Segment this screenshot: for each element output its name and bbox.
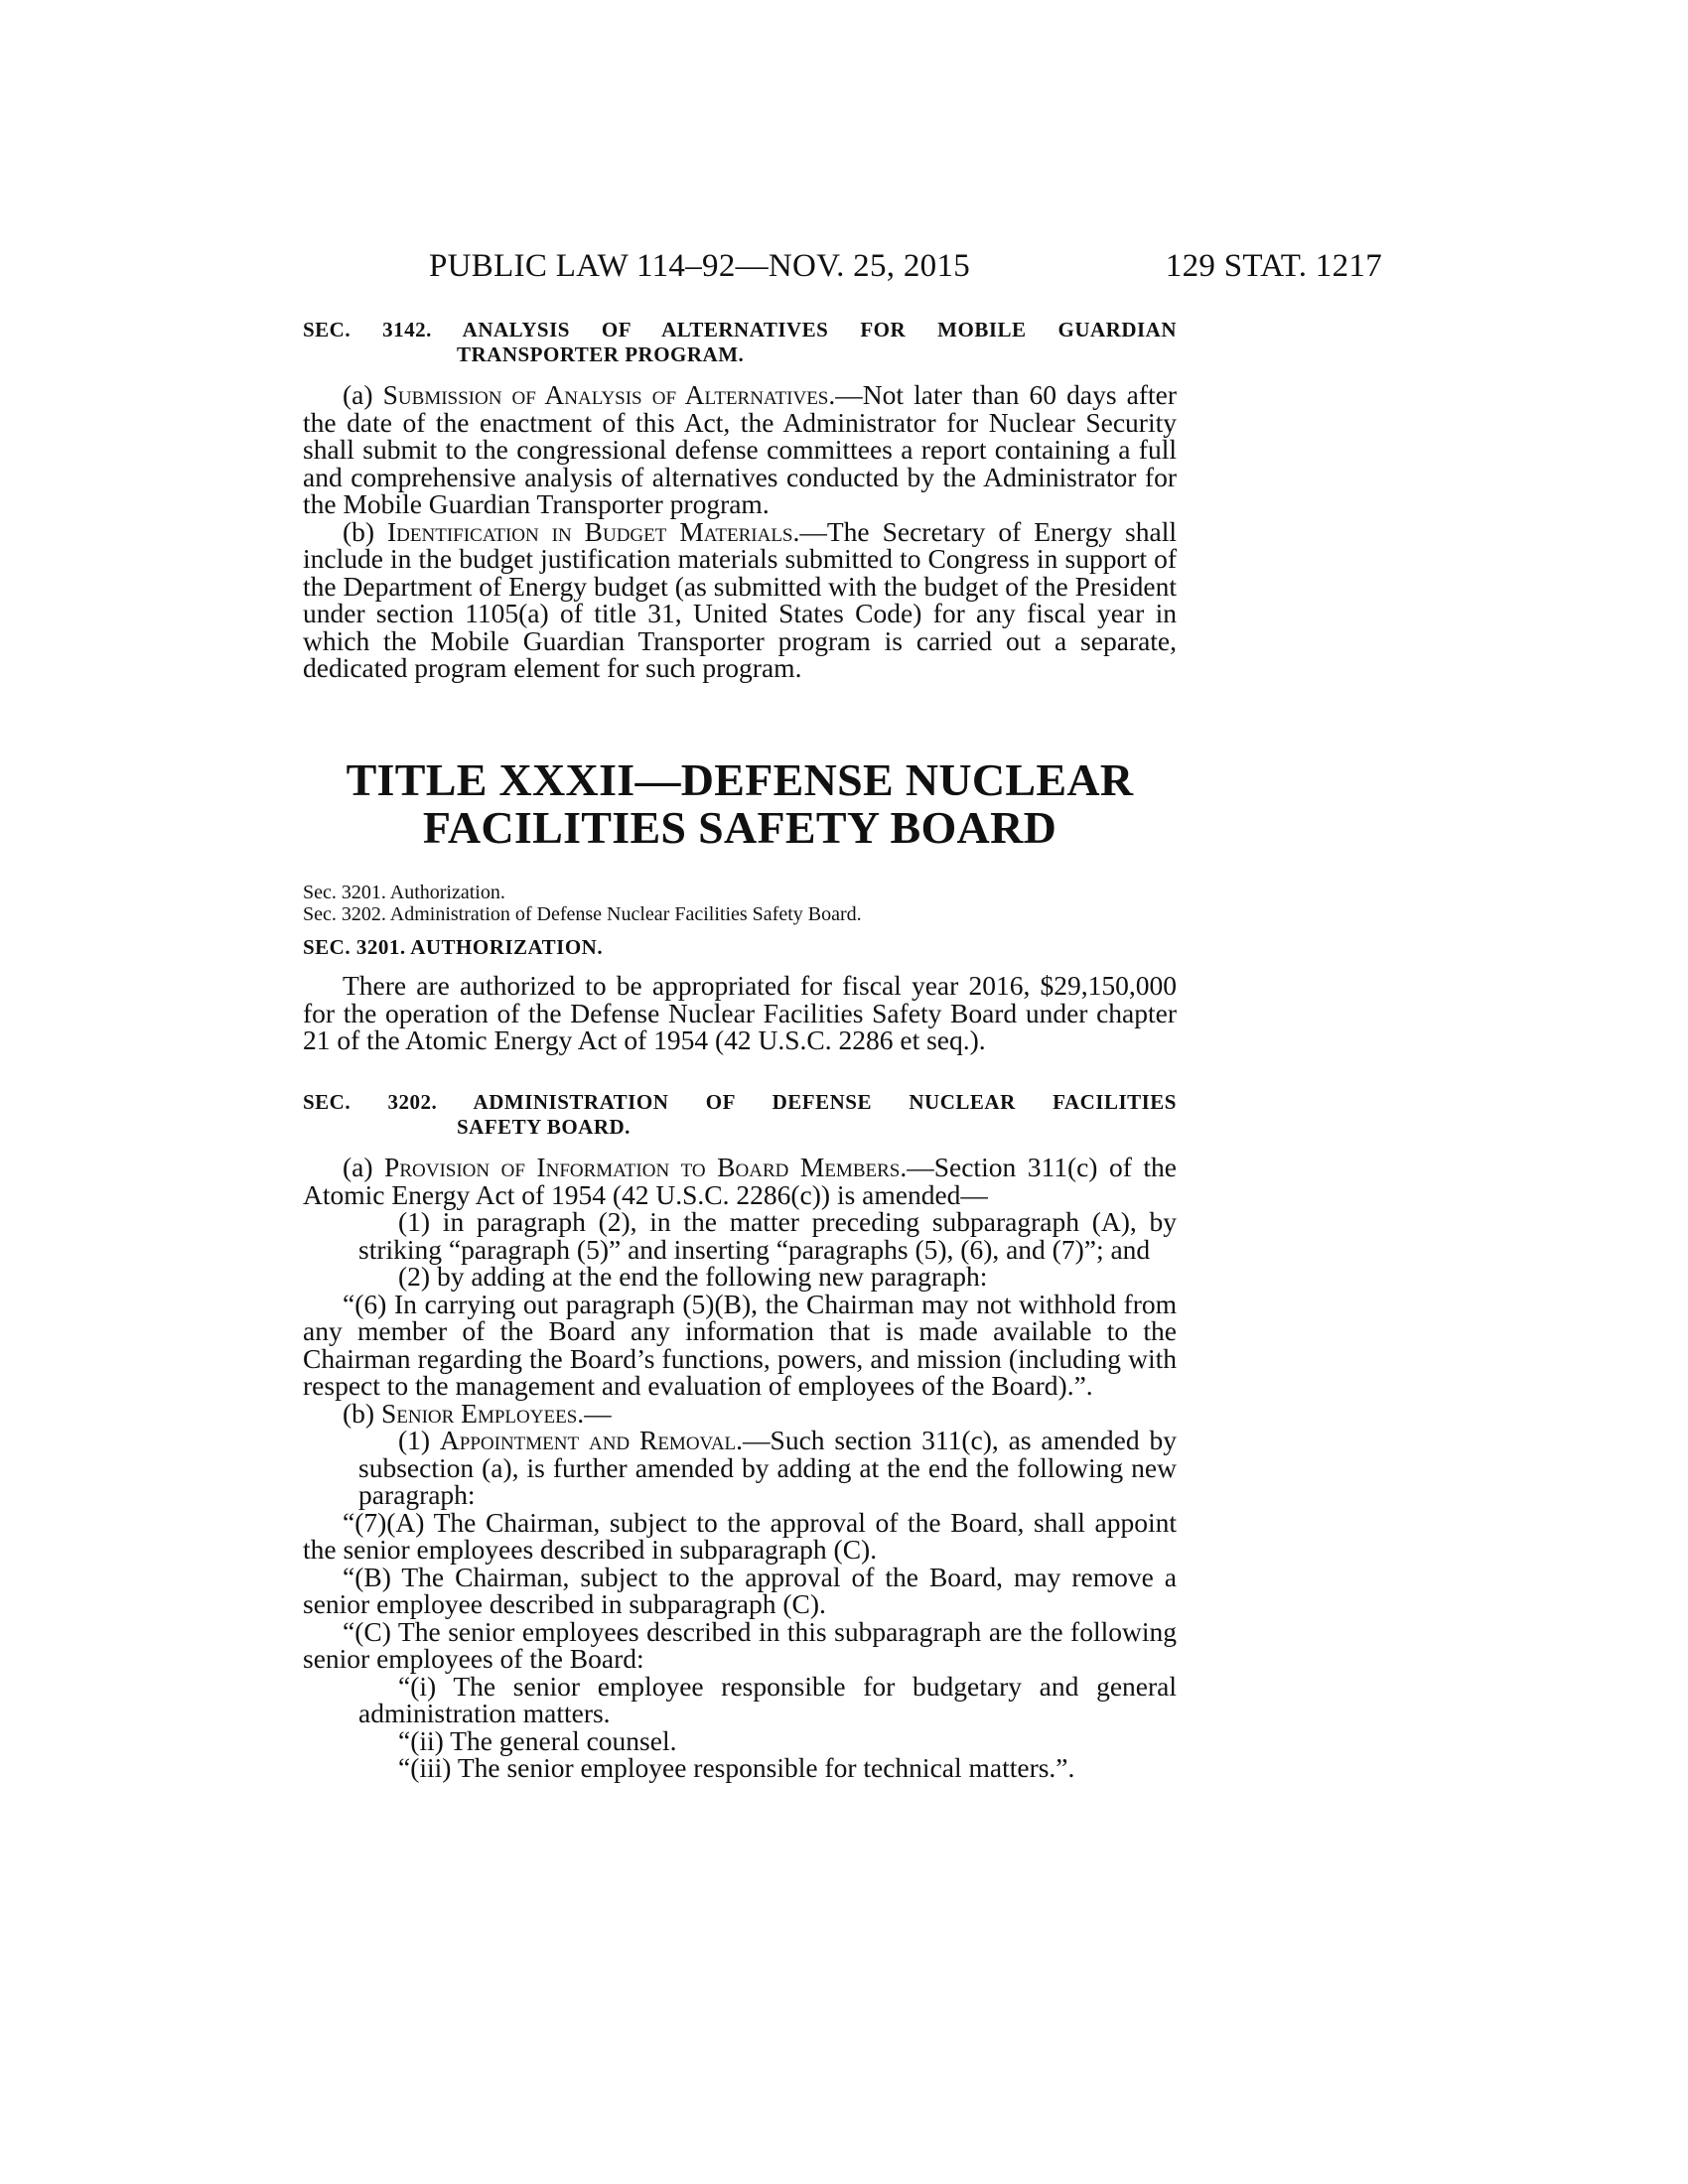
table-of-contents xyxy=(303,882,1177,925)
subsection-label: (b) xyxy=(343,515,388,547)
paragraph-label: (1) xyxy=(398,1425,440,1455)
quoted-paragraph-7a: “(7)(A) The Chairman, subject to the approval of the Board, shall appoint the senior employees described in subparagraph (C). xyxy=(303,1506,1177,1565)
paragraph-text: .—Such section 311(c), as amended by subsection (a), is further amended by adding at the end the following new paragraph: xyxy=(358,1425,1177,1510)
quoted-paragraph-7c: “(C) The senior employees described in this subparagraph are the following senior employees of the Board: xyxy=(303,1615,1177,1674)
subsection-label: (a) xyxy=(343,1152,385,1182)
section-3202-heading-line1: SEC. 3202. ADMINISTRATION OF DEFENSE NUCLEAR FACILITIES xyxy=(303,1090,1177,1114)
paragraph-a1: (1) in paragraph (2), in the matter preceding subparagraph (A), by striking “paragraph (5)” and inserting “paragraphs (5), (6), and (7)”; and xyxy=(358,1206,1177,1265)
section-3202-subsection-b xyxy=(303,1397,1177,1429)
section-3142 xyxy=(303,318,1177,682)
subsection-text: .—The Secretary of Energy shall include in the budget justification materials submitted to Congress in support of the Department of Energy budget (as submitted with the budget of the President under section 1105(a) of title 31, United States Code) for any fiscal year in which the Mobile Guardian Transporter program is carried out a separate, dedicated program element for such program. xyxy=(303,515,1177,683)
subsection-label: (a) xyxy=(343,379,383,410)
section-3142-heading-line1: SEC. 3142. ANALYSIS OF ALTERNATIVES FOR MOBILE GUARDIAN xyxy=(303,318,1177,341)
subsection-label: (b) xyxy=(343,1397,381,1429)
subsection-caption: Provision of Information to Board Members xyxy=(384,1152,901,1182)
quoted-clause-i: “(i) The senior employee responsible for budgetary and general administration matters. xyxy=(358,1670,1177,1728)
section-3142-heading-line2: TRANSPORTER PROGRAM. xyxy=(457,342,745,366)
toc-entry: Sec. 3201. Authorization. xyxy=(303,882,505,903)
page-header xyxy=(429,248,1382,292)
quoted-paragraph-6: “(6) In carrying out paragraph (5)(B), the Chairman may not withhold from any member of the Board any information that is made available to the Chairman regarding the Board’s functions, powers, and mission (including with respect to the management and evaluation of employees of the Board).”. xyxy=(303,1288,1177,1401)
section-3202 xyxy=(303,1090,1177,1782)
section-3142-heading xyxy=(303,318,1177,342)
toc-entry: Sec. 3202. Administration of Defense Nuclear Facilities Safety Board. xyxy=(303,903,862,925)
section-3202-heading-line2: SAFETY BOARD. xyxy=(457,1115,631,1139)
quoted-clause-iii: “(iii) The senior employee responsible for technical matters.”. xyxy=(398,1752,1075,1783)
subsection-caption: Identification in Budget Materials xyxy=(387,515,793,547)
section-3201 xyxy=(303,935,1177,1054)
subsection-text: .—Not later than 60 days after the date of the enactment of this Act, the Administrator for Nuclear Security shall submit to the congressional defense committees a report containing a full and comprehensive analysis of alternatives conducted by the Administrator for the Mobile Guardian Transporter program. xyxy=(303,379,1177,519)
subsection-text: .— xyxy=(577,1397,612,1429)
paragraph-a2: (2) by adding at the end the following new paragraph: xyxy=(398,1261,988,1292)
section-3202-heading xyxy=(303,1090,1177,1115)
section-3142-subsection-b xyxy=(303,515,1177,683)
subsection-caption: Submission of Analysis of Alternatives xyxy=(382,379,829,410)
quoted-clause-ii: “(ii) The general counsel. xyxy=(398,1724,677,1756)
section-3201-heading: SEC. 3201. AUTHORIZATION. xyxy=(303,935,604,959)
subsection-text: .—Section 311(c) of the Atomic Energy Act of 1954 (42 U.S.C. 2286(c)) is amended— xyxy=(303,1152,1178,1210)
quoted-paragraph-7b: “(B) The Chairman, subject to the approval of the Board, may remove a senior employee described in subparagraph (C). xyxy=(303,1561,1177,1619)
section-3201-text: There are authorized to be appropriated for fiscal year 2016, $29,150,000 for the operation of the Defense Nuclear Facilities Safety Board under chapter 21 of the Atomic Energy Act of 1954 (42 U.S.C. 2286 et seq.). xyxy=(303,970,1177,1055)
subsection-caption: Senior Employees xyxy=(380,1397,578,1429)
statute-citation: 129 STAT. 1217 xyxy=(1165,248,1382,284)
paragraph-b1 xyxy=(303,1427,1177,1509)
paragraph-caption: Appointment and Removal xyxy=(439,1425,737,1455)
title-line-2: FACILITIES SAFETY BOARD xyxy=(422,802,1057,853)
title-line-1: TITLE XXXII—DEFENSE NUCLEAR xyxy=(346,754,1134,805)
section-3202-subsection-a xyxy=(303,1154,1177,1208)
running-head: PUBLIC LAW 114–92—NOV. 25, 2015 xyxy=(429,248,971,284)
title-heading xyxy=(303,756,1177,852)
section-3142-subsection-a xyxy=(303,381,1177,518)
